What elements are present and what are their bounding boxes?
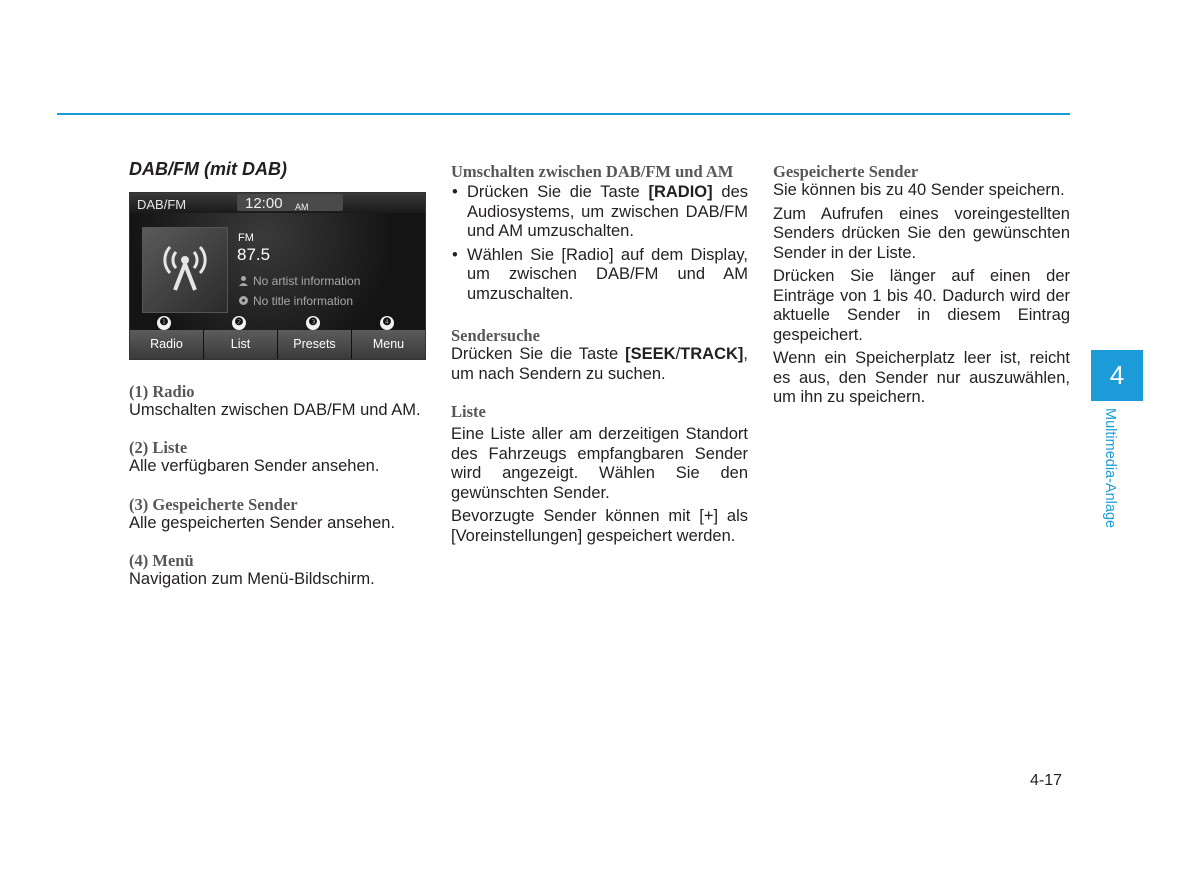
seek-key-slash: /	[675, 345, 681, 363]
switch-bullet-1	[451, 183, 748, 242]
screen-time: 12:00	[245, 194, 283, 212]
seek-text-end: , um nach Sendern zu suchen.	[451, 345, 748, 383]
screen-band: FM	[238, 231, 254, 244]
screen-title-row	[238, 292, 353, 312]
chapter-label: Multimedia-Anlage	[1102, 408, 1118, 529]
screen-ampm: AM	[295, 201, 309, 212]
menu-button[interactable]: Menu	[351, 330, 425, 359]
switch-bullet-2: • Wählen Sie [Radio] auf dem Display, um zwischen DAB/FM und AM umzuschalten.	[451, 246, 748, 305]
list-text-1: Eine Liste aller am derzeitigen Standort des Fahrzeugs empfangbaren Sender wird angezeigt. Wählen Sie den gewünschten Sender.	[451, 425, 748, 502]
page-number: 4-17	[1030, 772, 1063, 789]
item-text-presets: Alle gespeicherten Sender ansehen.	[129, 513, 396, 532]
column-middle	[451, 162, 748, 546]
item-heading-presets: (3) Gespeicherte Sender	[129, 494, 298, 514]
seek-heading: Sendersuche	[451, 326, 540, 345]
list-text-2: Bevorzugte Sender können mit [+] als [Voreinstellungen] gespeichert werden.	[451, 507, 748, 545]
screen-artist: No artist information	[253, 273, 361, 288]
switch-b1-text-end: des Audiosystems, um zwischen DAB/FM und AM umzuschalten.	[467, 183, 748, 240]
radio-screen-image	[129, 192, 426, 360]
screen-body	[130, 213, 425, 330]
seek-key-label: [SEEK	[625, 345, 676, 363]
callout-4: ❹	[380, 316, 394, 330]
list-heading: Liste	[451, 402, 486, 421]
screen-callouts	[130, 316, 425, 330]
track-key-label: TRACK]	[680, 345, 744, 363]
callout-1: ❶	[157, 316, 171, 330]
seek-text-start: Drücken Sie die Taste	[451, 345, 626, 363]
saved-heading: Gespeicherte Sender	[773, 162, 919, 181]
saved-text-3: Drücken Sie länger auf einen der Einträge von 1 bis 40. Dadurch wird der aktuelle Sender in diesem Eintrag gespeichert.	[773, 267, 1070, 344]
radio-antenna-icon	[142, 227, 228, 313]
person-icon	[238, 275, 249, 286]
saved-text-4: Wenn ein Speicherplatz leer ist, reicht es aus, den Sender nur auszuwählen, um ihn zu speichern.	[773, 349, 1070, 406]
screen-button-bar	[130, 330, 425, 359]
radio-button[interactable]: Radio	[130, 330, 203, 359]
item-text-menu: Navigation zum Menü-Bildschirm.	[129, 570, 375, 588]
switch-list	[451, 183, 748, 304]
screen-artist-row	[238, 272, 360, 292]
switch-b1-text: Drücken Sie die Taste	[467, 183, 649, 201]
column-right	[773, 162, 1070, 408]
item-text-list: Alle verfügbaren Sender ansehen.	[129, 457, 380, 475]
switch-heading: Umschalten zwischen DAB/FM und AM	[451, 162, 734, 181]
seek-text	[451, 345, 748, 384]
disc-icon	[238, 295, 249, 306]
item-heading-menu: (4) Menü	[129, 551, 194, 570]
screen-status-bar	[130, 193, 425, 213]
callout-3: ❸	[306, 316, 320, 330]
header-rule	[57, 113, 1070, 115]
item-heading-list: (2) Liste	[129, 438, 188, 457]
screen-frequency: 87.5	[237, 244, 271, 264]
callout-2: ❷	[232, 316, 246, 330]
chapter-label-wrap	[1100, 408, 1120, 548]
screen-title: No title information	[253, 293, 354, 308]
screen-mode-label: DAB/FM	[137, 196, 187, 212]
saved-text-2: Zum Aufrufen eines voreingestellten Senders drücken Sie den gewünschten Sender in der Liste.	[773, 204, 1070, 262]
screen-clock	[237, 194, 343, 211]
presets-button[interactable]: Presets	[277, 330, 351, 359]
item-text-radio: Umschalten zwischen DAB/FM und AM.	[129, 400, 421, 419]
column-left	[129, 160, 426, 590]
section-title: DAB/FM (mit DAB)	[129, 159, 287, 179]
item-heading-radio: (1) Radio	[129, 381, 195, 401]
chapter-tab: 4	[1091, 350, 1143, 401]
radio-key-label: [RADIO]	[648, 183, 713, 201]
saved-text-1: Sie können bis zu 40 Sender speichern.	[773, 181, 1065, 199]
list-button[interactable]: List	[203, 330, 277, 359]
